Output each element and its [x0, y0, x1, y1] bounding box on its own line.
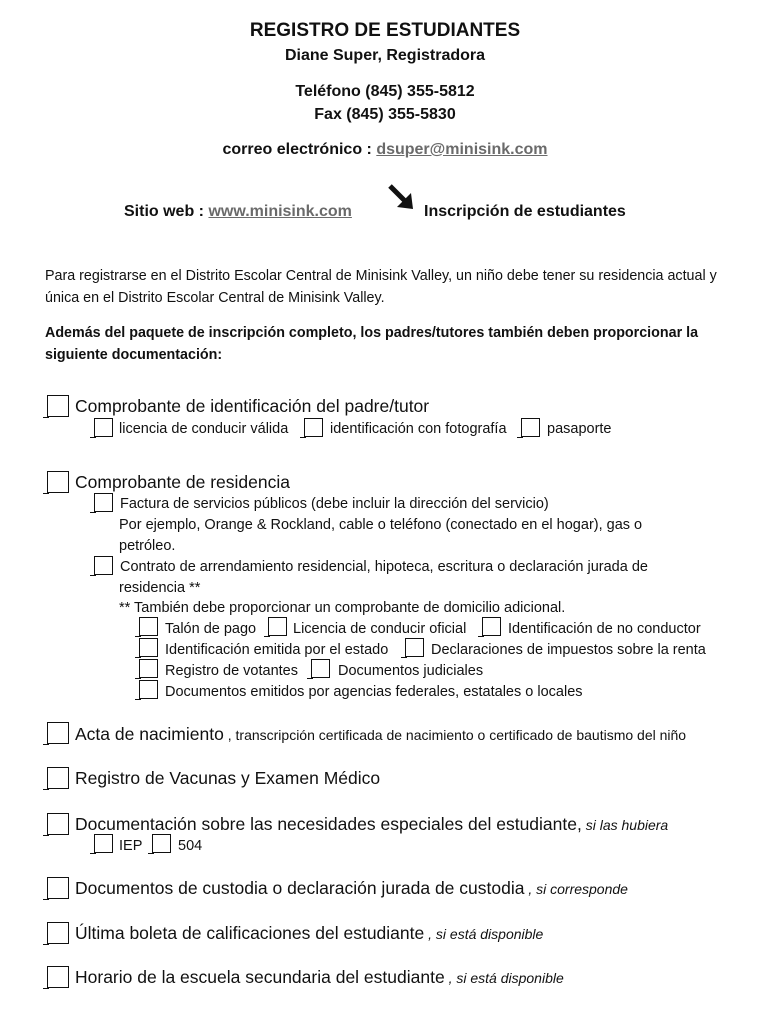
special-needs-label: Documentación sobre las necesidades especiales del estudiante,	[75, 814, 582, 834]
checkbox-504[interactable]	[152, 834, 171, 853]
custody-qualifier: , si corresponde	[524, 881, 628, 897]
intro-text: Para registrarse en el Distrito Escolar Central de Minisink Valley, un niño debe tener su residencia actual y única en el Distrito Escolar Central de Minisink Valley.	[45, 268, 717, 306]
checkbox-passport[interactable]	[521, 418, 540, 437]
checkbox-lease[interactable]	[94, 556, 113, 575]
report-card-label: Última boleta de calificaciones del estudiante	[75, 923, 425, 943]
official-license-label: Licencia de conducir oficial	[293, 621, 467, 637]
special-needs-qualifier: si las hubiera	[581, 817, 669, 833]
lease-label-cont: residencia **	[119, 580, 201, 596]
checkbox-id-proof[interactable]	[47, 395, 69, 417]
custody-label: Documentos de custodia o declaración jurada de custodia	[75, 878, 525, 898]
checkbox-residence[interactable]	[47, 471, 69, 493]
enrollment-label: Inscripción de estudiantes	[424, 203, 626, 220]
birth-certificate-detail: , transcripción certificada de nacimiento o certificado de bautismo del niño	[223, 727, 687, 743]
non-driver-id-label: Identificación de no conductor	[508, 621, 701, 637]
special-needs-line	[75, 814, 668, 835]
pay-stub-label: Talón de pago	[165, 621, 257, 637]
voter-registration-label: Registro de votantes	[165, 663, 298, 679]
checkbox-official-license[interactable]	[268, 617, 287, 636]
residence-label: Comprobante de residencia	[75, 472, 290, 492]
additional-proof-note: ** También debe proporcionar un comprobante de domicilio adicional.	[119, 600, 566, 616]
phone-number: Teléfono (845) 355-5812	[295, 83, 475, 100]
checkbox-vaccines[interactable]	[47, 767, 69, 789]
checkbox-utility-bill[interactable]	[94, 493, 113, 512]
email-line	[0, 141, 770, 159]
utility-example: Por ejemplo, Orange & Rockland, cable o teléfono (conectado en el hogar), gas o	[119, 517, 643, 533]
checkbox-schedule[interactable]	[47, 966, 69, 988]
checkbox-custody[interactable]	[47, 877, 69, 899]
photo-id-label: identificación con fotografía	[330, 421, 507, 437]
website-line	[124, 203, 352, 221]
checkbox-tax-returns[interactable]	[405, 638, 424, 657]
arrow-down-right-icon	[386, 182, 418, 214]
tax-returns-label: Declaraciones de impuestos sobre la renta	[431, 642, 706, 658]
checkbox-state-id[interactable]	[139, 638, 158, 657]
checkbox-court-documents[interactable]	[311, 659, 330, 678]
lease-label: Contrato de arrendamiento residencial, hipoteca, escritura o declaración jurada de	[120, 559, 648, 575]
utility-bill-label: Factura de servicios públicos (debe incluir la dirección del servicio)	[120, 496, 549, 512]
registrar-name: Diane Super, Registradora	[284, 47, 486, 64]
report-card-qualifier: , si está disponible	[424, 926, 544, 942]
drivers-license-label: licencia de conducir válida	[119, 421, 289, 437]
checkbox-report-card[interactable]	[47, 922, 69, 944]
court-documents-label: Documentos judiciales	[338, 663, 484, 679]
page-title: REGISTRO DE ESTUDIANTES	[249, 20, 521, 41]
custody-line	[75, 878, 628, 899]
birth-certificate-line	[75, 724, 686, 745]
checkbox-birth-certificate[interactable]	[47, 722, 69, 744]
email-link[interactable]: dsuper@minisink.com	[376, 141, 548, 158]
schedule-line	[75, 967, 564, 988]
checkbox-non-driver-id[interactable]	[482, 617, 501, 636]
vaccines-label: Registro de Vacunas y Examen Médico	[75, 768, 381, 788]
504-label: 504	[178, 838, 203, 854]
report-card-line	[75, 923, 543, 944]
state-id-label: Identificación emitida por el estado	[165, 642, 389, 658]
checkbox-voter-registration[interactable]	[139, 659, 158, 678]
schedule-label: Horario de la escuela secundaria del estudiante	[75, 967, 445, 987]
fax-number: Fax (845) 355-5830	[314, 106, 456, 123]
checkbox-drivers-license[interactable]	[94, 418, 113, 437]
iep-label: IEP	[119, 838, 143, 854]
checkbox-photo-id[interactable]	[304, 418, 323, 437]
instruction-text: Además del paquete de inscripción completo, los padres/tutores también deben proporcionar la siguiente documentación:	[45, 325, 699, 363]
checkbox-pay-stub[interactable]	[139, 617, 158, 636]
checkbox-special-needs[interactable]	[47, 813, 69, 835]
checkbox-agency-documents[interactable]	[139, 680, 158, 699]
website-link[interactable]: www.minisink.com	[208, 203, 352, 220]
birth-certificate-label: Acta de nacimiento	[75, 724, 224, 744]
id-proof-label: Comprobante de identificación del padre/tutor	[75, 396, 430, 416]
utility-example-cont: petróleo.	[119, 538, 176, 554]
schedule-qualifier: , si está disponible	[444, 970, 564, 986]
passport-label: pasaporte	[547, 421, 612, 437]
checkbox-iep[interactable]	[94, 834, 113, 853]
email-label: correo electrónico :	[222, 141, 377, 158]
agency-documents-label: Documentos emitidos por agencias federales, estatales o locales	[165, 684, 583, 700]
website-label: Sitio web :	[124, 203, 209, 220]
